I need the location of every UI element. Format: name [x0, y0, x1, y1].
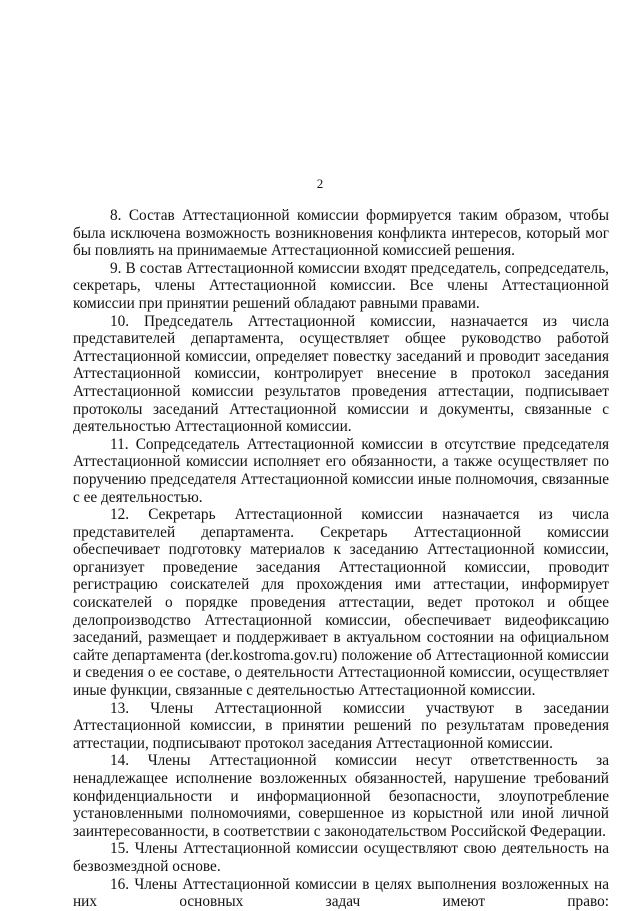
- document-body: [73, 207, 609, 911]
- paragraph-16: 16. Члены Аттестационной комиссии в целях выполнения возложенных на них основных задач имеют право:: [73, 875, 609, 911]
- paragraph-9: 9. В состав Аттестационной комиссии входят председатель, сопредседатель, секретарь, члены Аттестационной комиссии. Все члены Аттестационной комиссии при принятии решений обладают равными правами.: [73, 259, 609, 312]
- paragraph-8: 8. Состав Аттестационной комиссии формируется таким образом, чтобы была исключена возможность возникновения конфликта интересов, который мог бы повлиять на принимаемые Аттестационной комиссией решения.: [73, 207, 609, 260]
- paragraph-12: 12. Секретарь Аттестационной комиссии назначается из числа представителей департамента. Секретарь Аттестационной комиссии обеспечивает подготовку материалов к заседанию Аттестационной комиссии, организует проведение заседания Аттестационной комиссии, проводит регистрацию соискателей для прохождения ими аттестации, информирует соискателей о порядке проведения аттестации, ведет протокол и общее делопроизводство Аттестационной комиссии, обеспечивает видеофиксацию заседаний, размещает и поддерживает в актуальном состоянии на официальном сайте департамента (der.kostroma.gov.ru) положение об Аттестационной комиссии и сведения о ее составе, о деятельности Аттестационной комиссии, осуществляет иные функции, связанные с деятельностью Аттестационной комиссии.: [73, 506, 609, 700]
- paragraph-10: 10. Председатель Аттестационной комиссии, назначается из числа представителей департамента, осуществляет общее руководство работой Аттестационной комиссии, определяет повестку заседаний и проводит заседания Аттестационной комиссии, контролирует внесение в протокол заседания Аттестационной комиссии результатов проведения аттестации, подписывает протоколы заседаний Аттестационной комиссии и документы, связанные с деятельностью Аттестационной комиссии.: [73, 312, 609, 436]
- paragraph-13: 13. Члены Аттестационной комиссии участвуют в заседании Аттестационной комиссии, в принятии решений по результатам проведения аттестации, подписывают протокол заседания Аттестационной комиссии.: [73, 699, 609, 752]
- paragraph-11: 11. Сопредседатель Аттестационной комиссии в отсутствие председателя Аттестационной комиссии исполняет его обязанности, а также осуществляет по поручению председателя Аттестационной комиссии иные полномочия, связанные с ее деятельностью.: [73, 435, 609, 506]
- paragraph-14: 14. Члены Аттестационной комиссии несут ответственность за ненадлежащее исполнение возложенных обязанностей, нарушение требований конфиденциальности и информационной безопасности, злоупотребление установленными полномочиями, совершенное из корыстной или иной личной заинтересованности, в соответствии с законодательством Российской Федерации.: [73, 752, 609, 840]
- page-number: 2: [316, 176, 324, 191]
- paragraph-15: 15. Члены Аттестационной комиссии осуществляют свою деятельность на безвозмездной основе.: [73, 840, 609, 875]
